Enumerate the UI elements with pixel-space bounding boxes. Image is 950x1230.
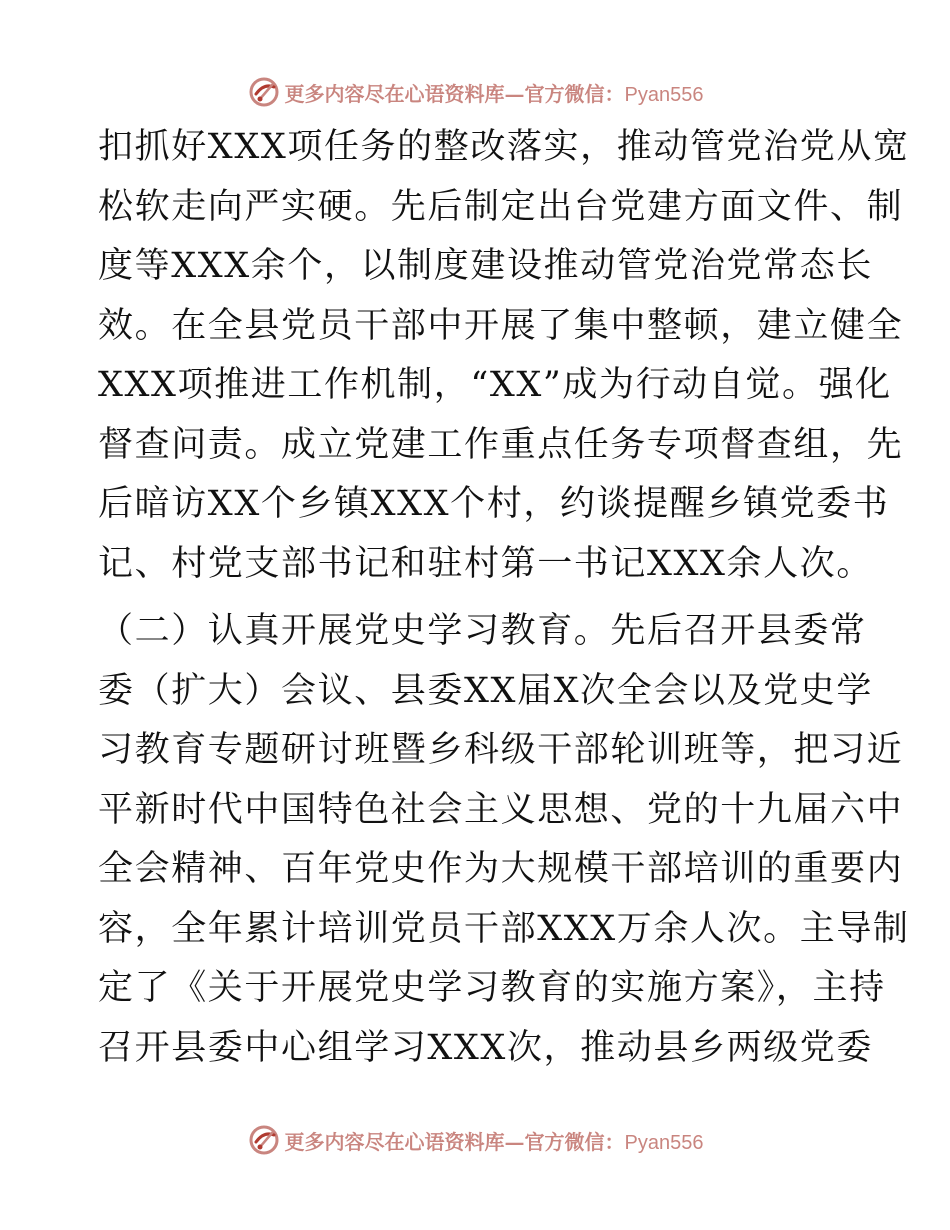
text-line: 记、村党支部书记和驻村第一书记XXX余人次。	[98, 543, 873, 584]
paragraph-gap	[98, 594, 858, 602]
watermark-text	[285, 78, 704, 107]
text-line: 督查问责。成立党建工作重点任务专项督查组，先	[98, 424, 904, 465]
watermark-handle: Pyan556	[624, 1131, 704, 1154]
logo-icon	[247, 75, 281, 109]
watermark-text	[285, 1126, 704, 1155]
paragraph	[98, 602, 910, 1078]
logo-icon	[247, 1123, 281, 1157]
text-line: 召开县委中心组学习XXX次，推动县乡两级党委	[98, 1027, 873, 1068]
text-line: 平新时代中国特色社会主义思想、党的十九届六中	[98, 789, 904, 830]
text-line: （二）认真开展党史学习教育。先后召开县委常	[98, 611, 867, 651]
watermark-banner-bottom	[0, 1120, 950, 1160]
text-line: 全会精神、百年党史作为大规模干部培训的重要内	[98, 849, 904, 889]
text-line: 容，全年累计培训党员干部XXX万余人次。主导制	[98, 908, 910, 949]
watermark-label: 更多内容尽在心语资料库—官方微信：	[284, 81, 625, 106]
text-line: 松软走向严实硬。先后制定出台党建方面文件、制	[98, 186, 904, 227]
document-body	[98, 118, 910, 1078]
text-line: XXX项推进工作机制，“XX”成为行动自觉。强化	[98, 365, 892, 405]
watermark-handle: Pyan556	[624, 83, 704, 106]
text-line: 委（扩大）会议、县委XX届X次全会以及党史学	[98, 670, 873, 711]
text-line: 定了《关于开展党史学习教育的实施方案》，主持	[98, 968, 886, 1008]
text-line: 后暗访XX个乡镇XXX个村，约谈提醒乡镇党委书	[98, 484, 890, 524]
text-line: 扣抓好XXX项任务的整改落实，推动管党治党从宽	[98, 127, 910, 167]
text-line: 效。在全县党员干部中开展了集中整顿，建立健全	[98, 305, 904, 346]
text-line: 度等XXX余个，以制度建设推动管党治党常态长	[98, 246, 873, 286]
watermark-label: 更多内容尽在心语资料库—官方微信：	[284, 1129, 625, 1154]
text-line: 习教育专题研讨班暨乡科级干部轮训班等，把习近	[98, 730, 904, 770]
paragraph	[98, 118, 910, 594]
watermark-banner-top	[0, 72, 950, 112]
